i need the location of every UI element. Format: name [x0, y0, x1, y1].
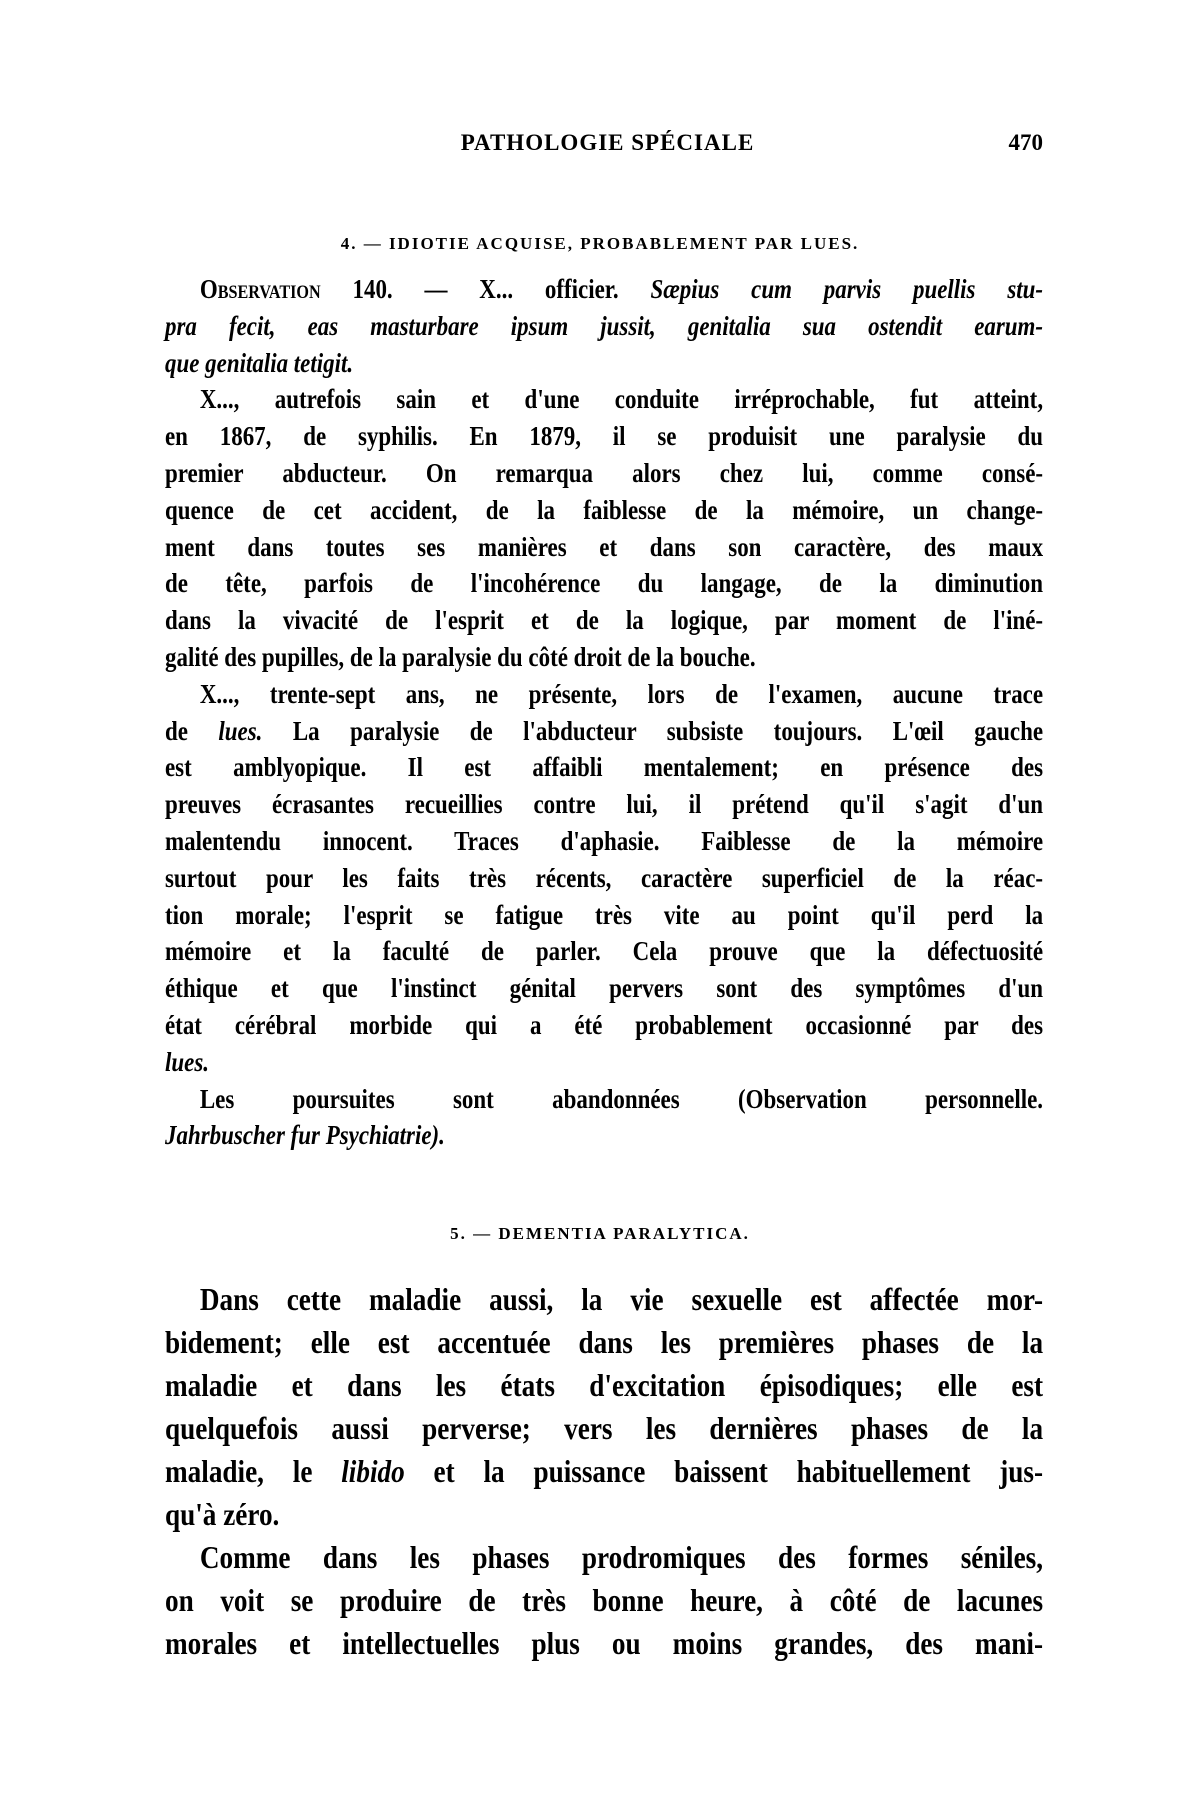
small-caps-text: Observation: [199, 274, 321, 304]
text-line: [165, 970, 1043, 1007]
italic-text: Sæpius cum parvis puellis stu-: [650, 274, 1044, 304]
text-line: [165, 271, 1043, 308]
section-heading-dementia-paralytica: 5. — DEMENTIA PARALYTICA.: [450, 1224, 750, 1243]
text-segment: de: [165, 715, 219, 746]
text-line: [165, 933, 1043, 970]
text-line: [165, 602, 1043, 639]
section-heading-idiotie: 4. — IDIOTIE ACQUISE, PROBABLEMENT PAR LUES.: [340, 234, 860, 253]
text-segment: et la puissance baissent habituellement jus-: [404, 1453, 1044, 1489]
text-segment: éthique et que l'instinct génital pervers sont des symptômes d'un: [165, 973, 1044, 1004]
text-line: [165, 381, 1043, 418]
page-number: 470: [1008, 130, 1043, 155]
text-line: [165, 1407, 1043, 1450]
text-segment: Comme dans les phases prodromiques des formes séniles,: [199, 1539, 1044, 1575]
text-line: [165, 1493, 1043, 1536]
text-line: [165, 1007, 1043, 1044]
text-segment: maladie, le: [165, 1453, 342, 1489]
text-line: [165, 1364, 1043, 1407]
text-segment: galité des pupilles, de la paralysie du côté droit de la bouche.: [165, 641, 756, 672]
observation-140-text: [165, 271, 1043, 1154]
text-line: [165, 1622, 1043, 1665]
text-line: [165, 639, 1043, 676]
text-line: [165, 860, 1043, 897]
text-segment: quence de cet accident, de la faiblesse de la mémoire, un change-: [165, 494, 1044, 525]
text-segment: de tête, parfois de l'incohérence du langage, de la diminution: [165, 568, 1044, 599]
text-line: [165, 1536, 1043, 1579]
text-line: [165, 1579, 1043, 1622]
text-segment: est amblyopique. Il est affaibli mentalement; en présence des: [165, 752, 1044, 783]
text-line: [165, 492, 1043, 529]
text-line: [165, 1044, 1043, 1081]
text-line: [165, 713, 1043, 750]
text-segment: en 1867, de syphilis. En 1879, il se produisit une paralysie du: [165, 421, 1044, 452]
text-segment: preuves écrasantes recueillies contre lui, il prétend qu'il s'agit d'un: [165, 789, 1044, 820]
text-line: [165, 749, 1043, 786]
text-segment: bidement; elle est accentuée dans les premières phases de la: [165, 1324, 1044, 1360]
text-line: [165, 345, 1043, 382]
text-segment: quelquefois aussi perverse; vers les dernières phases de la: [165, 1410, 1044, 1446]
text-line: [165, 676, 1043, 713]
text-segment: maladie et dans les états d'excitation épisodiques; elle est: [165, 1367, 1044, 1403]
italic-text: Jahrbuscher fur Psychiatrie).: [165, 1120, 445, 1151]
italic-text: libido: [341, 1453, 405, 1489]
italic-text: lues.: [165, 1046, 210, 1077]
text-segment: tion morale; l'esprit se fatigue très vite au point qu'il perd la: [165, 899, 1044, 930]
text-segment: 140. — X... officier.: [320, 274, 651, 304]
running-head-title: PATHOLOGIE SPÉCIALE: [460, 130, 755, 155]
text-segment: ment dans toutes ses manières et dans son caractère, des maux: [165, 531, 1044, 562]
text-line: [165, 1278, 1043, 1321]
text-line: [165, 1081, 1043, 1118]
text-line: [165, 418, 1043, 455]
italic-text: lues.: [218, 715, 263, 746]
text-segment: dans la vivacité de l'esprit et de la logique, par moment de l'iné-: [165, 605, 1044, 636]
italic-text: pra fecit, eas masturbare ipsum jussit, genitalia sua ostendit earum-: [165, 310, 1044, 341]
text-line: [165, 1321, 1043, 1364]
text-segment: Les poursuites sont abandonnées (Observation personnelle.: [199, 1083, 1044, 1114]
text-line: [165, 455, 1043, 492]
dementia-paralytica-text: [165, 1278, 1043, 1665]
text-segment: premier abducteur. On remarqua alors chez lui, comme consé-: [165, 457, 1044, 488]
text-segment: Dans cette maladie aussi, la vie sexuelle est affectée mor-: [199, 1281, 1044, 1317]
text-segment: mémoire et la faculté de parler. Cela prouve que la défectuosité: [165, 936, 1044, 967]
text-segment: qu'à zéro.: [165, 1496, 280, 1532]
text-segment: malentendu innocent. Traces d'aphasie. Faiblesse de la mémoire: [165, 825, 1044, 856]
text-line: [165, 1450, 1043, 1493]
text-segment: La paralysie de l'abducteur subsiste toujours. L'œil gauche: [262, 715, 1044, 746]
text-line: [165, 565, 1043, 602]
text-line: [165, 786, 1043, 823]
text-segment: état cérébral morbide qui a été probablement occasionné par des: [165, 1009, 1044, 1040]
text-line: [165, 308, 1043, 345]
text-segment: X..., trente-sept ans, ne présente, lors de l'examen, aucune trace: [199, 678, 1044, 709]
text-segment: morales et intellectuelles plus ou moins grandes, des mani-: [165, 1625, 1044, 1661]
text-line: [165, 897, 1043, 934]
text-segment: surtout pour les faits très récents, caractère superficiel de la réac-: [165, 862, 1044, 893]
text-line: [165, 529, 1043, 566]
italic-text: que genitalia tetigit.: [165, 347, 354, 378]
text-segment: on voit se produire de très bonne heure, à côté de lacunes: [165, 1582, 1044, 1618]
text-segment: X..., autrefois sain et d'une conduite irréprochable, fut atteint,: [199, 384, 1044, 415]
text-line: [165, 823, 1043, 860]
text-line: [165, 1117, 1043, 1154]
